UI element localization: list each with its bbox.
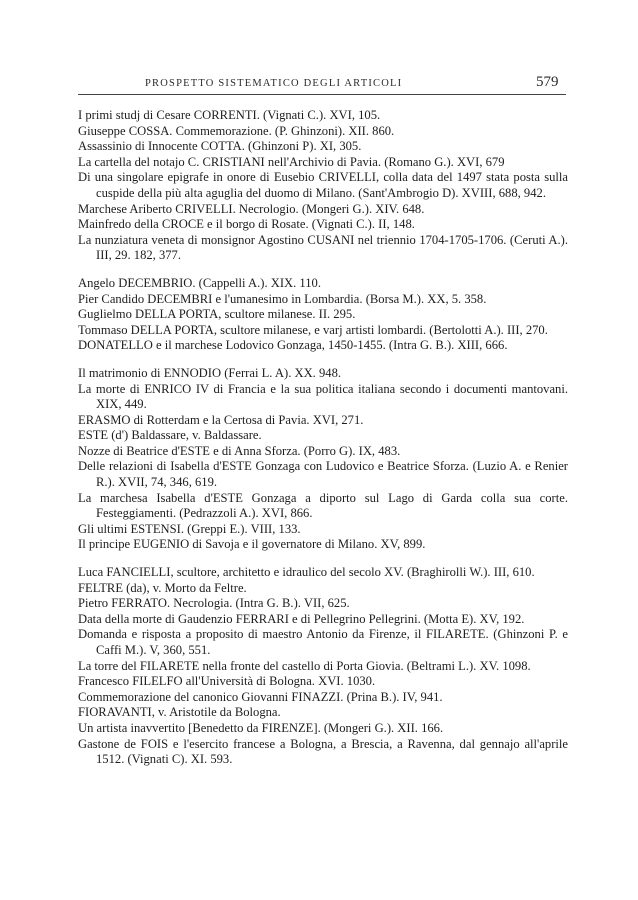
index-entry: ESTE (d') Baldassare, v. Baldassare. [78, 428, 262, 443]
entry-group-c [78, 108, 568, 264]
index-entry: DONATELLO e il marchese Lodovico Gonzaga, 1450-1455. (Intra G. B.). XIII, 666. [78, 338, 508, 353]
index-entry: Di una singolare epigrafe in onore di Eusebio CRIVELLI, colla data del 1497 stata posta sulla cuspide della più alta aguglia del duomo di Milano. (Sant'Ambrogio D). XVIII, 688, 942. [78, 170, 568, 200]
index-entry: Domanda e risposta a proposito di maestro Antonio da Firenze, il FILARETE. (Ghinzoni P. e Caffi M.). V, 360, 551. [78, 627, 568, 657]
page-header [0, 74, 638, 100]
group-spacer [78, 354, 568, 366]
index-entry: Delle relazioni di Isabella d'ESTE Gonzaga con Ludovico e Beatrice Sforza. (Luzio A. e Renier R.). XVII, 74, 346, 619. [78, 459, 568, 490]
index-entry: Assassinio di Innocente COTTA. (Ghinzoni P). XI, 305. [78, 139, 362, 154]
index-entry: Commemorazione del canonico Giovanni FINAZZI. (Prina B.). IV, 941. [78, 689, 443, 704]
index-entry: Giuseppe COSSA. Commemorazione. (P. Ghinzoni). XII. 860. [78, 123, 395, 138]
index-entry: FIORAVANTI, v. Aristotile da Bologna. [78, 705, 281, 720]
index-entry: Tommaso DELLA PORTA, scultore milanese, e varj artisti lombardi. (Bertolotti A.). III, 270. [78, 322, 548, 337]
index-entry: Pietro FERRATO. Necrologia. (Intra G. B.). VII, 625. [78, 596, 350, 611]
index-entry: Gastone de FOIS e l'esercito francese a Bologna, a Brescia, a Ravenna, dal gennajo all'aprile 1512. (Vignati C). XI. 593. [78, 736, 568, 767]
index-entry: Marchese Ariberto CRIVELLI. Necrologio. (Mongeri G.). XIV. 648. [78, 201, 425, 216]
index-entry: Francesco FILELFO all'Università di Bologna. XVI. 1030. [78, 674, 376, 689]
index-entry: Gli ultimi ESTENSI. (Greppi E.). VIII, 133. [78, 521, 301, 536]
index-entry: La torre del FILARETE nella fronte del castello di Porta Giovia. (Beltrami L.). XV. 1098. [78, 658, 531, 673]
index-entry: Il principe EUGENIO di Savoja e il governatore di Milano. XV, 899. [78, 537, 426, 552]
index-entry: ERASMO di Rotterdam e la Certosa di Pavia. XVI, 271. [78, 412, 364, 427]
index-entry: I primi studj di Cesare CORRENTI. (Vignati C.). XVI, 105. [78, 108, 381, 122]
index-entry: La nunziatura veneta di monsignor Agostino CUSANI nel triennio 1704-1705-1706. (Ceruti A.). III, 29. 182, 377. [78, 232, 568, 263]
running-title: PROSPETTO SISTEMATICO DEGLI ARTICOLI [145, 78, 403, 89]
index-entries [78, 108, 568, 768]
index-entry: Il matrimonio di ENNODIO (Ferrai L. A). XX. 948. [78, 365, 342, 380]
index-entry: Guglielmo DELLA PORTA, scultore milanese. II. 295. [78, 307, 356, 322]
entry-group-d [78, 276, 568, 354]
index-entry: FELTRE (da), v. Morto da Feltre. [78, 580, 247, 595]
index-entry: La marchesa Isabella d'ESTE Gonzaga a diporto sul Lago di Garda colla sua corte. Festeggiamenti. (Pedrazzoli A.). XVI, 866. [78, 490, 568, 521]
index-entry: Luca FANCIELLI, scultore, architetto e idraulico del secolo XV. (Braghirolli W.). III, 610. [78, 565, 535, 580]
group-spacer [78, 553, 568, 565]
entry-group-e [78, 366, 568, 553]
group-spacer [78, 264, 568, 276]
page-number: 579 [536, 74, 559, 90]
entry-group-f [78, 565, 568, 768]
index-entry: Angelo DECEMBRIO. (Cappelli A.). XIX. 110. [78, 275, 321, 290]
index-entry: Un artista inavvertito [Benedetto da FIRENZE]. (Mongeri G.). XII. 166. [78, 720, 444, 735]
index-entry: Data della morte di Gaudenzio FERRARI e di Pellegrino Pellegrini. (Motta E). XV, 192. [78, 611, 525, 626]
index-entry: Pier Candido DECEMBRI e l'umanesimo in Lombardia. (Borsa M.). XX, 5. 358. [78, 291, 487, 306]
index-entry: La cartella del notajo C. CRISTIANI nell'Archivio di Pavia. (Romano G.). XVI, 679 [78, 154, 505, 169]
header-rule [78, 94, 566, 95]
index-entry: La morte di ENRICO IV di Francia e la sua politica italiana secondo i documenti mantovani. XIX, 449. [78, 381, 568, 412]
index-entry: Nozze di Beatrice d'ESTE e di Anna Sforza. (Porro G). IX, 483. [78, 443, 401, 458]
index-entry: Mainfredo della CROCE e il borgo di Rosate. (Vignati C.). II, 148. [78, 217, 415, 232]
